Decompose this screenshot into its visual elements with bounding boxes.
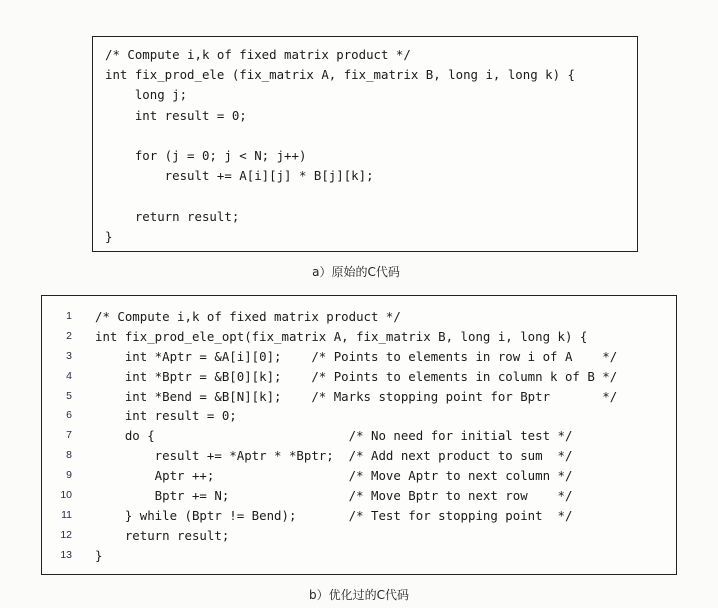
figure-caption-a: a）原始的C代码	[312, 265, 400, 279]
line-number: 4	[66, 369, 72, 382]
line-number: 1	[66, 310, 72, 322]
code-text: long j;	[105, 87, 188, 103]
line-number: 11	[61, 508, 72, 521]
code-text: int *Aptr = &A[i][0]; /* Points to elements in row i of A */	[95, 348, 618, 364]
code-text: Bptr += N; /* Move Bptr to next row */	[95, 488, 573, 504]
code-text: int result = 0;	[105, 107, 247, 123]
code-listing-optimized	[41, 295, 677, 575]
line-number: 7	[66, 429, 72, 442]
code-line	[105, 207, 637, 227]
code-line	[42, 406, 676, 426]
code-line	[42, 546, 676, 566]
code-text: /* Compute i,k of fixed matrix product */	[95, 309, 401, 324]
figure-caption-b: b）优化过的C代码	[309, 588, 409, 602]
code-listing-original	[92, 36, 638, 252]
code-line	[42, 526, 676, 546]
code-text: return result;	[95, 527, 230, 543]
code-line	[42, 387, 676, 407]
line-number: 2	[66, 329, 72, 342]
code-text: result += *Aptr * *Bptr; /* Add next product to sum */	[95, 448, 573, 464]
line-number: 12	[60, 528, 72, 541]
code-line	[42, 307, 676, 327]
code-text: result += A[i][j] * B[j][k];	[105, 168, 374, 184]
line-number: 6	[66, 409, 72, 422]
code-line	[105, 65, 637, 85]
code-text: Aptr ++; /* Move Aptr to next column */	[95, 468, 573, 484]
code-line	[42, 347, 676, 367]
code-line	[42, 446, 676, 466]
code-line	[105, 166, 637, 186]
code-line	[42, 466, 676, 486]
code-line	[42, 486, 676, 506]
code-line	[42, 506, 676, 526]
code-text: for (j = 0; j < N; j++)	[105, 147, 307, 163]
code-line	[42, 367, 676, 387]
code-text: int fix_prod_ele (fix_matrix A, fix_matrix B, long i, long k) {	[105, 67, 575, 83]
code-line	[42, 327, 676, 347]
code-line	[105, 146, 637, 166]
code-text: int *Bend = &B[N][k]; /* Marks stopping point for Bptr */	[95, 388, 618, 404]
code-line	[105, 106, 637, 126]
line-number: 3	[66, 349, 72, 362]
code-text: }	[95, 547, 103, 563]
line-number: 5	[66, 389, 72, 402]
code-text: return result;	[105, 208, 240, 224]
code-text: int fix_prod_ele_opt(fix_matrix A, fix_matrix B, long i, long k) {	[95, 328, 588, 344]
code-text: do { /* No need for initial test */	[95, 428, 573, 444]
code-line	[105, 126, 637, 146]
line-number: 8	[66, 449, 72, 462]
code-line	[105, 45, 637, 65]
code-text: /* Compute i,k of fixed matrix product */	[105, 47, 411, 62]
line-number: 10	[60, 489, 72, 502]
code-text: } while (Bptr != Bend); /* Test for stopping point */	[95, 507, 573, 523]
code-text: int result = 0;	[95, 408, 237, 424]
code-text: int *Bptr = &B[0][k]; /* Points to elements in column k of B */	[95, 368, 618, 384]
code-line	[42, 426, 676, 446]
line-number: 9	[66, 469, 72, 482]
line-number: 13	[60, 548, 72, 561]
code-line	[105, 186, 637, 206]
code-line	[105, 227, 637, 247]
code-line	[105, 85, 637, 105]
code-text: }	[105, 228, 113, 244]
